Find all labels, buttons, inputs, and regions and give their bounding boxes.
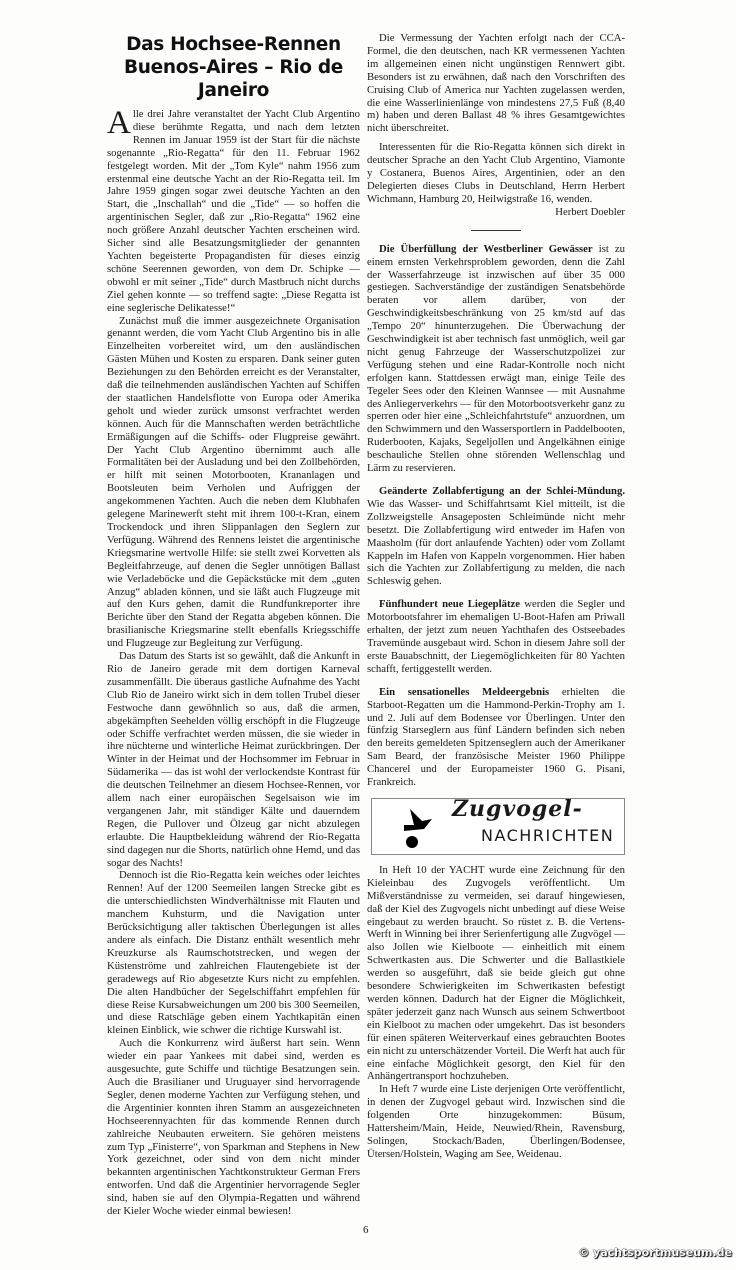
right-column [367, 32, 625, 1161]
news-body: erhielten die Starboot-Regatten um die Hammond-Perkin-Trophy am 1. und 2. Juli auf dem Bodensee vor Überlingen. Unter den fünfzig Starseglern aus fünf Ländern befinden sich neben den bereits gemeldeten Spitzenseglern auch der Amerikaner Sam Beard, der französische Meister 1960 Philippe Chancerel und der Europameister 1960 G. Pisani, Frankreich. [367, 685, 625, 789]
article-paragraph: Die Vermessung der Yachten erfolgt nach der CCA-Formel, die den deutschen, nach KR vermessenen Yachten im allgemeinen einen nicht ungünstigen Rennwert gibt. Besonders ist zu erwähnen, daß nach den Vorschriften des Cruising Club of America nur Yachten zugelassen werden, die eine Wasserlinienlänge von mindestens 27,5 Fuß (8,40 m) haben und deren Ballast 48 % ihres Gesamtgewichtes nicht überschreitet. [367, 32, 625, 135]
article-title [107, 33, 360, 102]
news-item [367, 686, 625, 789]
left-column [107, 32, 360, 1218]
news-body: ist zu einem ernsten Verkehrsproblem geworden, denn die Zahl der Wasserfahrzeuge ist inzwischen auf über 35 000 gestiegen. Sachverständige der zuständigen Senatsbehörde beraten vor allem darüber, von der Geschwindigkeitsbeschränkung von 25 km/std auf das „Tempo 20“ hinunterzugehen. Die Überwachung der Geschwindigkeit ist aber technisch fast unmöglich, weil gar nicht genug Fahrzeuge der Wasserschutzpolizei zur Verfügung stehen und eine Radar-Kontrolle noch nicht erfolgen kann. Stattdessen erwägt man, einige Teile des Tegeler Sees oder den Kleinen Wannsee — mit Ausnahme des Anliegerverkehrs — für den Motorbootsverkehr ganz zu sperren oder hier eine „Schleichfahrtstufe“ anzuordnen, um den Schwimmern und den Wassersportlern in Paddelbooten, Ruderbooten, Kajaks, Segeljollen und Angelkähnen einige beschauliche Stellen ohne störenden Wellenschlag und Lärm zu reservieren. [367, 242, 625, 475]
columns [107, 32, 736, 1218]
bird-icon [400, 807, 436, 849]
drop-cap: A [107, 105, 131, 141]
article-paragraph: Das Datum des Starts ist so gewählt, daß die Ankunft in Rio de Janeiro gerade mit dem dortigen Karneval zusammenfällt. Die überaus gastliche Aufnahme des Yacht Club Rio de Janeiro wirkt sich in dem tollen Trubel dieser Festwoche dann gewöhnlich so aus, daß die armen, abgekämpften Seehelden völlig erschöpft in die Flugzeuge oder Schiffe verfrachtet werden müssen, die sie wieder in ihre nüchterne und winterliche Heimat zurückbringen. Der Winter in der Heimat und der Hochsommer im Februar in Südamerika — das ist wohl der verlockendste Kontrast für die deutschen Teilnehmer an diesem Hochsee-Rennen, vor allem nach einer europäischen Segelsaison wie im vergangenen Jahr, mit ständiger Kälte und dauerndem Regen, die Pullover und Ölzeug gar nicht abzulegen erlaubte. Die Hauptbekleidung während der Rio-Regatta sind dagegen nur die Shorts, natürlich ohne Hemd, und das sogar des Nachts! [107, 650, 360, 869]
news-body: werden die Segler und Motorbootsfahrer im ehemaligen U-Boot-Hafen am Priwall erhalten, der jetzt zum neuen Yachthafen des Ostseebades Travemünde ausgebaut wird. Schon in diesem Jahre soll der erste Bauabschnitt, der Liegemöglichkeiten für 80 Yachten schafft, fertiggestellt werden. [367, 598, 626, 675]
news-headline: Ein sensationelles Meldeergebnis [379, 685, 550, 698]
page-footer [0, 1224, 736, 1270]
news-item [367, 598, 625, 675]
zugvogel-nachrichten-logo [371, 795, 625, 855]
divider [471, 230, 521, 231]
article-paragraph: Auch die Konkurrenz wird äußerst hart sein. Wenn wieder ein paar Yankees mit dabei sind, werden es ausgesuchte, gute Schiffe und tüchtige Besatzungen sein. Auch die Brasilianer und Uruguayer sind hervorragende Segler, denen moderne Yachten zur Verfügung stehen, und die Argentinier konnten ihren Stamm an ausgezeichneten Hochseerennyachten für das kommende Rennen durch zahlreiche Neubauten erweitern. Sie gehören meistens zum Typ „Finisterre“, von Sparkman and Stephens in New York gezeichnet, oder sind von dem nicht minder bekannten argentinischen Yachtkonstrukteur German Frers entworfen. Und daß die Argentinier hervorragende Segler sind, haben sie auf den Olympia-Regatten und während der Kieler Woche wieder einmal bewiesen! [107, 1037, 360, 1218]
article-paragraph: Zunächst muß die immer ausgezeichnete Organisation genannt werden, die vom Yacht Club Argentino bis in alle Einzelheiten vorbereitet wird, um den ausländischen Gästen Mühen und Kosten zu ersparen. Dank seiner guten Beziehungen zu den Behörden erreicht es der Veranstalter, daß die teilnehmenden ausländischen Yachten auf Schiffen der staatlichen Handelsflotte von Europa oder Amerika geholt und wieder zurück umsonst verfrachtet werden können. Auch für die Mannschaften werden beträchtliche Ermäßigungen auf die Schiffs- oder Flugpreise gewährt. Der Yacht Club Argentino übernimmt auch alle Formalitäten bei der Ausladung und bei den Zollbehörden, er hilft mit seinen Motorbooten, Krananlagen und Bootsleuten beim Verholen und Aufriggen der angekommenen Yachten. Auch die neben dem Klubhafen gelegene Marinewerft steht mit ihrem 100-t-Kran, einem Trockendock und ihren Slippanlagen den Seglern zur Verfügung. Während des Rennens leistet die argentinische Kriegsmarine wertvolle Hilfe: sie stellt zwei Korvetten als Begleitfahrzeuge, auf denen die Segler unnötigen Ballast wie Verladeböcke und die Gepäckstücke mit dem „guten Anzug“ abladen können, und sie läßt auch Flugzeuge mit auf den Kurs gehen, damit die Rundfunkreporter ihre Berichte über den Stand der Regatta abgeben können. Die brasilianische Kriegsmarine stellt ebenfalls Kriegsschiffe und Flugzeuge zur Begleitung zur Verfügung. [107, 314, 360, 650]
logo-caps-text: NACHRICHTEN [481, 825, 615, 845]
paragraph-text: lle drei Jahre veranstaltet der Yacht Club Argentino diese berühmte Regatta, und nach dem letzten Rennen im Januar 1959 ist der Start für die nächste sogenannte „Rio-Regatta“ für den 11. Februar 1962 festgelegt worden. Mit der „Tom Kyle“ nahm 1956 zum erstenmal eine deutsche Yacht an der Rio-Regatta teil. Im Jahre 1959 gingen sogar zwei deutsche Yachten an den Start, die „Inschallah“ und die „Tide“ — so hoffen die argentinischen Segler, daß zur „Rio-Regatta“ 1962 eine noch größere Anzahl deutscher Yachten erscheinen wird. Sicher sind alle Besatzungsmitglieder der genannten Yachten begeisterte Propagandisten für dieses einzig schöne Seerennen geworden, von dem Dr. Schipke — obwohl er mit seiner „Tide“ durch Mastbruch nicht durchs Ziel gehen konnte — so treffend sagte: „Diese Regatta ist eine seglerische Delikatesse!“ [107, 108, 360, 314]
page-number: 6 [363, 1223, 369, 1236]
news-body: Wie das Wasser- und Schiffahrtsamt Kiel mitteilt, ist die Zollzweigstelle Ansageposten Schleimünde nicht mehr besetzt. Die Zollabfertigung wird entweder im Hafen von Maasholm (für dort anlaufende Yachten) oder vom Zollamt Kappeln im Hafen von Kappeln vorgenommen. Hier haben sich die Yachten zur Zollabfertigung zu melden, die nach Schleswig gehen. [367, 497, 625, 588]
title-line-1: Das Hochsee-Rennen [126, 34, 341, 55]
news-headline: Fünfhundert neue Liegeplätze [379, 598, 520, 611]
news-item [367, 243, 625, 475]
watermark: © yachtsportmuseum.de [578, 1245, 732, 1259]
news-headline: Die Überfüllung der Westberliner Gewässer [379, 242, 593, 255]
author-name: Herbert Doebler [555, 205, 625, 218]
title-line-2: Buenos-Aires – Rio de Janeiro [123, 57, 344, 101]
paragraph-text: Interessenten für die Rio-Regatta können sich direkt in deutscher Sprache an den Yacht Club Argentino, Viamonte y Costanera, Buenos Aires, Argentinien, oder an den Delegierten dieses Clubs in Deutschland, Herrn Herbert Wichmann, Hamburg 20, Heilwigstraße 16, wenden. [367, 141, 625, 205]
zugvogel-paragraph: In Heft 10 der YACHT wurde eine Zeichnung für den Kieleinbau des Zugvogels veröffentlicht. Um Mißverständnisse zu vermeiden, sei darauf hingewiesen, daß der Kiel des Zugvogels nicht unbedingt auf diese Weise eingebaut zu werden braucht. So rüstet z. B. die Vertens-Werft in Winning bei ihrer Serienfertigung alle Zugvögel — also Jollen wie Kielboote — einheitlich mit einem Schwertkasten aus. Die Schwerter und die Ballastkiele werden so ausgeführt, daß sie beide gleich gut ohne besondere Schwierigkeiten im Schwertkasten befestigt werden können. Dadurch hat der Eigner die Möglichkeit, später jederzeit ganz nach Wunsch aus seinem Schwertboot ein Kielboot zu machen oder umgekehrt. Das ist besonders für einen späteren Weiterverkauf eines gebrauchten Bootes ein nicht zu unterschätzender Vorteil. Die Werft hat auch für eine einfache Möglichkeit gesorgt, den Kiel für den Anhängertransport hochzuheben. [367, 863, 625, 1083]
logo-script-text: Zugvogel- [452, 795, 583, 822]
article-paragraph: Dennoch ist die Rio-Regatta kein weiches oder leichtes Rennen! Auf der 1200 Seemeilen langen Strecke gibt es die unterschiedlichsten Windverhältnisse mit Flauten und manchem Kuhsturm, und die Navigation unter Berücksichtigung aller taktischen Überlegungen ist alles andere als einfach. Die Distanz enthält wesentlich mehr Kreuzkurse als Raumschotstrecken, und wegen der Küstenströme und zahlreichen Flautengebiete ist der geradewegs auf Rio abgesetzte Kurs nicht zu empfehlen. Die alten Handbücher der Segelschiffahrt empfehlen für diese Reise Kursabweichungen um 200 bis 300 Seemeilen, und diese Ratschläge geben einem Yachtkapitän einen kleinen Einblick, wie schwer die richtige Kurswahl ist. [107, 869, 360, 1037]
news-item [367, 485, 625, 588]
zugvogel-paragraph: In Heft 7 wurde eine Liste derjenigen Orte veröffentlicht, in denen der Zugvogel gebaut wird. Inzwischen sind die folgenden Orte hinzugekommen: Büsum, Hattersheim/Main, Heide, Neuwied/Rhein, Ravensburg, Solingen, Stockach/Baden, Überlingen/Bodensee, Ütersen/Holstein, Waging am See, Weidenau. [367, 1083, 625, 1160]
news-headline: Geänderte Zollabfertigung an der Schlei-Mündung. [379, 485, 625, 497]
article-paragraph [107, 105, 360, 315]
article-paragraph [367, 141, 625, 218]
